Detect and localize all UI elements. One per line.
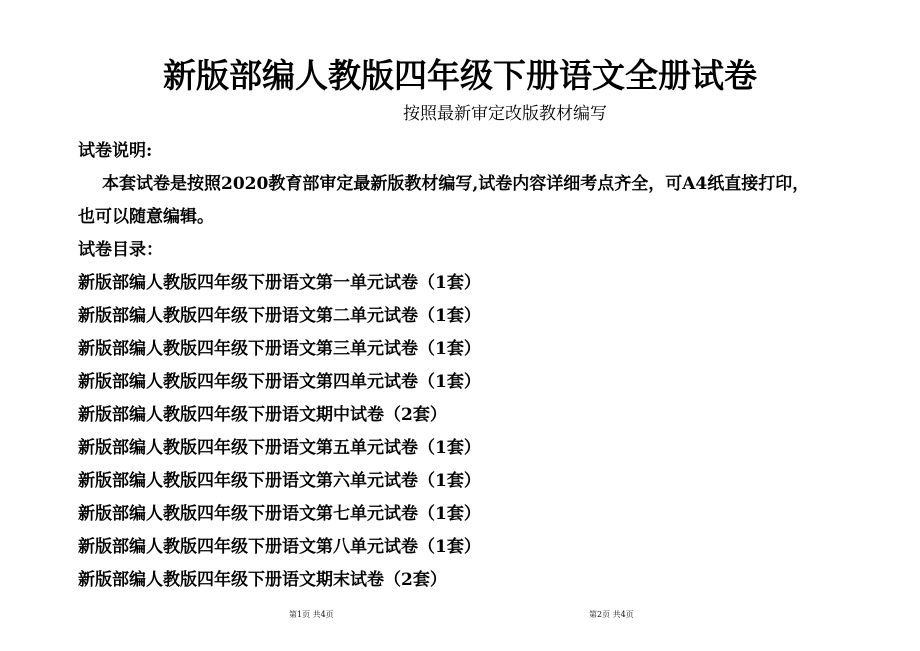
toc-item: 新版部编人教版四年级下册语文期末试卷（2套） — [78, 570, 447, 590]
toc-item: 新版部编人教版四年级下册语文第八单元试卷（1套） — [78, 537, 481, 557]
intro-paragraph-line-1: 本套试卷是按照2020教育部审定最新版教材编写,试卷内容详细考点齐全，可A4纸直接打印， — [102, 174, 810, 194]
page-footer-right: 第2页 共4页 — [589, 610, 634, 619]
page-footer-left: 第1页 共4页 — [289, 610, 334, 619]
intro-paragraph-line-2: 也可以随意编辑。 — [78, 207, 214, 227]
subtitle-text: 按照最新审定改版教材编写 — [403, 104, 607, 124]
toc-heading: 试卷目录： — [78, 240, 163, 260]
page-subtitle — [0, 102, 920, 126]
page-title: 新版部编人教版四年级下册语文全册试卷 — [163, 56, 757, 95]
toc-item: 新版部编人教版四年级下册语文第一单元试卷（1套） — [78, 273, 481, 293]
toc-item: 新版部编人教版四年级下册语文第四单元试卷（1套） — [78, 372, 481, 392]
intro-heading: 试卷说明: — [78, 141, 153, 161]
toc-item: 新版部编人教版四年级下册语文第五单元试卷（1套） — [78, 438, 481, 458]
toc-item: 新版部编人教版四年级下册语文第七单元试卷（1套） — [78, 504, 481, 524]
toc-item: 新版部编人教版四年级下册语文第六单元试卷（1套） — [78, 471, 481, 491]
document-body — [78, 135, 878, 597]
toc-item: 新版部编人教版四年级下册语文期中试卷（2套） — [78, 405, 447, 425]
toc-item: 新版部编人教版四年级下册语文第二单元试卷（1套） — [78, 306, 481, 326]
toc-item: 新版部编人教版四年级下册语文第三单元试卷（1套） — [78, 339, 481, 359]
